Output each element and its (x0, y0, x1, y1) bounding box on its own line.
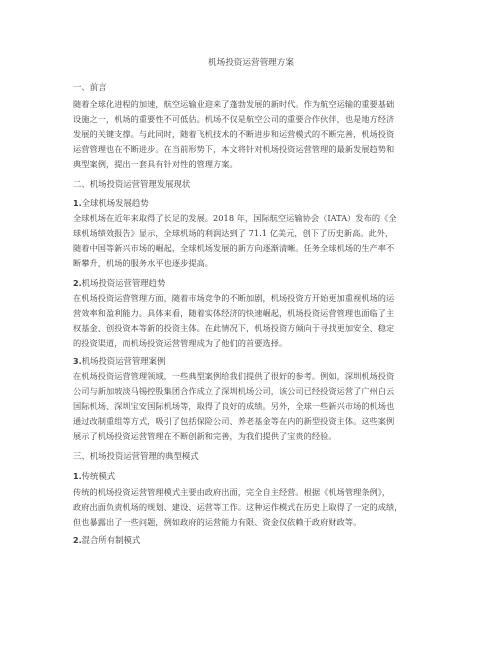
text-line: 随着全球化进程的加速，航空运输业迎来了蓬勃发展的新时代。作为航空运输的重要基础 (73, 99, 395, 109)
subsection-title: 传统模式 (81, 471, 116, 481)
subsection-heading-mixed-ownership (73, 534, 140, 547)
subsection-number: 1. (73, 472, 82, 481)
text-line: 国际机场、深圳宝安国际机场等，取得了良好的成绩。另外，全球一些新兴市场的机场也 (73, 401, 395, 411)
subsection-number: 3. (73, 357, 82, 366)
subsection-title: 机场投资运营管理案例 (81, 356, 166, 366)
text-line: 在机场投资运营管理领域，一些典型案例给我们提供了很好的参考。例如，深圳机场投资 (73, 371, 395, 381)
text-line: 通过改制重组等方式，吸引了包括保险公司、养老基金等在内的新型投资主体。这些案例 (73, 416, 395, 426)
text-line: 展示了机场投资运营管理在不断创新和完善，为我们提供了宝贵的经验。 (73, 431, 337, 441)
management-trends-paragraph (73, 291, 431, 351)
subsection-number: 2. (73, 536, 82, 545)
text-line: 政府出面负责机场的规划、建设、运营等工作。这种运作模式在历史上取得了一定的成绩， (73, 502, 403, 512)
text-line: 在机场投资运营管理方面，随着市场竞争的不断加剧，机场投资方开始更加重视机场的运 (73, 293, 395, 303)
text-line: 断攀升，机场的服务水平也逐步提高。 (73, 258, 214, 268)
text-line: 运营管理也在不断进步。在当前形势下，本文将针对机场投资运营管理的最新发展趋势和 (73, 144, 395, 154)
subsection-heading-traditional (73, 470, 115, 483)
text-line: 全球机场在近年来取得了长足的发展。2018 年，国际航空运输协会（IATA）发布的《全 (73, 213, 397, 223)
subsection-title: 机场投资运营管理趋势 (81, 278, 166, 288)
text-line: 权基金、创投资本等新的投资主体。在此情况下，机场投资方倾向于寻找更加安全、稳定 (73, 323, 395, 333)
section-heading-models: 三、机场投资运营管理的典型模式 (73, 451, 199, 461)
subsection-heading-cases (73, 355, 165, 368)
text-line: 设施之一，机场的重要性不可低估。机场不仅是航空公司的重要合作伙伴，也是地方经济 (73, 114, 395, 124)
text-line: 的投资渠道，而机场投资运营管理成为了他们的首要选择。 (73, 338, 288, 348)
preface-paragraph (73, 97, 431, 172)
text-line: 发展的关键支撑。与此同时，随着飞机技术的不断进步和运营模式的不断完善，机场投资 (73, 129, 395, 139)
text-line: 球机场绩效报告》显示，全球机场的利润达到了 71.1 亿美元，创下了历史新高。此外， (73, 228, 394, 238)
subsection-title: 混合所有制模式 (81, 535, 141, 545)
subsection-title: 全球机场发展趋势 (81, 198, 149, 208)
global-trends-paragraph (73, 211, 431, 271)
subsection-number: 1. (73, 199, 82, 208)
subsection-heading-global-trends (73, 197, 149, 210)
document-title: 机场投资运营管理方案 (208, 58, 294, 68)
text-line: 公司与新加坡淡马锡控股集团合作成立了深圳机场公司，该公司已经投资运营了广州白云 (73, 386, 395, 396)
section-heading-status: 二、机场投资运营管理发展现状 (73, 179, 191, 189)
text-line: 典型案例，提出一套具有针对性的管理方案。 (73, 159, 238, 169)
subsection-number: 2. (73, 279, 82, 288)
section-heading-preface: 一、前言 (73, 82, 107, 92)
cases-paragraph (73, 369, 431, 444)
traditional-paragraph (73, 485, 431, 530)
text-line: 随着中国等新兴市场的崛起，全球机场发展的新方向逐渐清晰。任务全球机场的生产率不 (73, 243, 395, 253)
text-line: 传统的机场投资运营管理模式主要由政府出面，完全自主经营。根据《机场管理条例》， (73, 487, 391, 497)
text-line: 营效率和盈利能力。具体来看，随着实体经济的快速崛起，机场投资运营管理也面临了主 (73, 308, 395, 318)
text-line: 但也暴露出了一些问题，例如政府的运营能力有限、资金仅依赖于政府财政等。 (73, 517, 362, 527)
subsection-heading-management-trends (73, 277, 165, 290)
